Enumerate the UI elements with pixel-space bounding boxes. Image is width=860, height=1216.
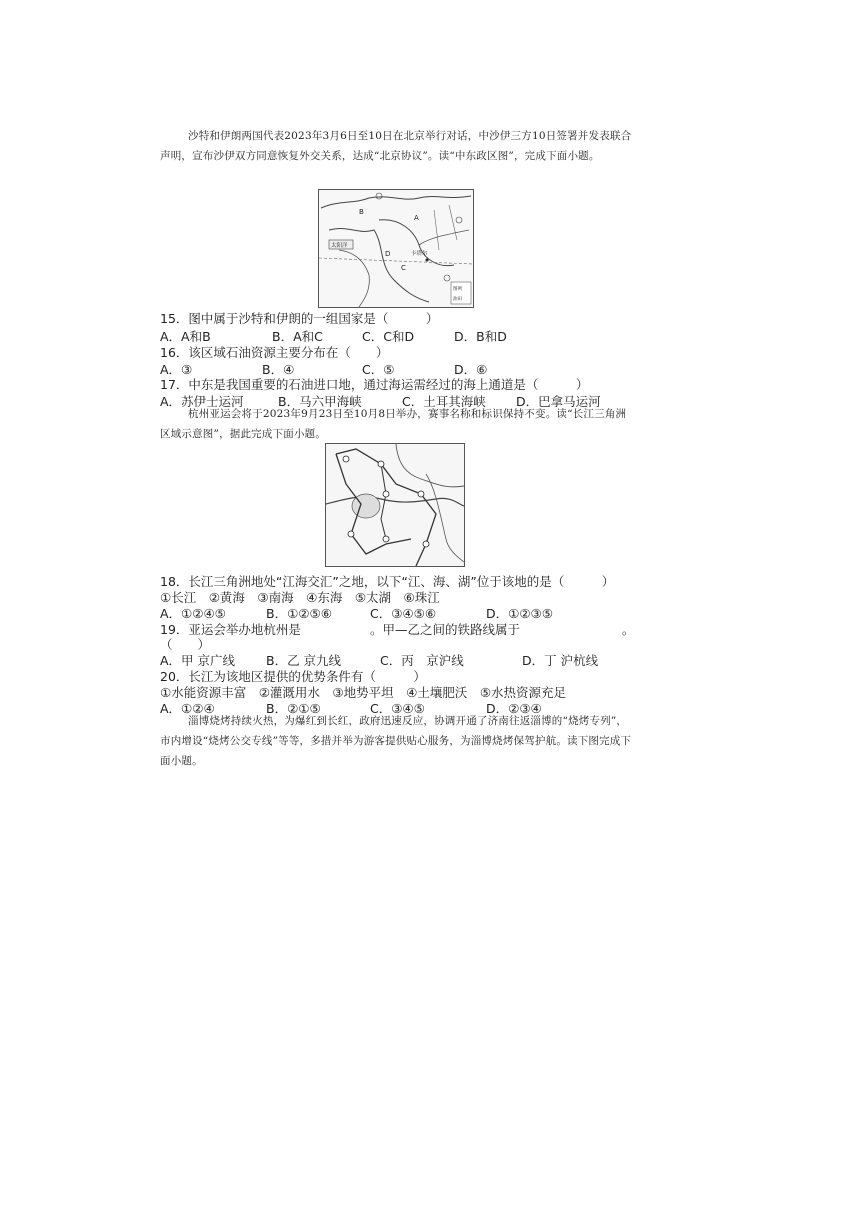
question-19-stem-part2: 。甲—乙之间的铁路线属于 <box>370 622 521 637</box>
q16-option-b: B．④ <box>262 362 295 377</box>
map1-city-label: 卡塔尔 <box>411 251 428 257</box>
q15-option-a: A．A和B <box>160 329 211 344</box>
yangtze-delta-map <box>325 443 465 567</box>
question-19-stem-part1: 19．亚运会举办地杭州是 <box>160 622 301 637</box>
q15-option-d: D．B和D <box>454 329 507 344</box>
q17-option-c: C．土耳其海峡 <box>402 394 486 409</box>
question-17-stem: 17．中东是我国重要的石油进口地，通过海运需经过的海上通道是（ ） <box>160 377 589 392</box>
q19-option-c: C．丙 京沪线 <box>380 653 464 668</box>
map1-label-c: C <box>401 264 406 272</box>
q18-items: ①长江 ②黄海 ③南海 ④东海 ⑤太湖 ⑥珠江 <box>160 590 440 605</box>
intro-paragraph-asian-games: 杭州亚运会将于2023年9月23日至10月8日举办，赛事名称和标识保持不变。读“长江三角洲区域示意图”，据此完成下面小题。 <box>160 408 627 440</box>
question-15-stem: 15．图中属于沙特和伊朗的一组国家是（ ） <box>160 311 439 326</box>
q20-option-a: A．①②④ <box>160 701 215 716</box>
q15-option-b: B．A和C <box>272 329 323 344</box>
q17-option-d: D．巴拿马运河 <box>516 394 601 409</box>
q16-option-c: C．⑤ <box>362 362 395 377</box>
map1-label-a: A <box>414 214 419 222</box>
q20-option-b: B．②①⑤ <box>266 701 321 716</box>
intro-paragraph-middle-east: 沙特和伊朗两国代表2023年3月6日至10日在北京举行对话，中沙伊三方10日签署并发表联合声明，宣布沙伊双方同意恢复外交关系，达成“北京协议”。读“中东政区图”，完成下面小题。 <box>160 130 632 162</box>
q18-option-b: B．①②⑤⑥ <box>266 606 332 621</box>
question-20-stem: 20．长江为该地区提供的优势条件有（ ） <box>160 669 426 684</box>
map1-label-d: D <box>385 250 391 258</box>
question-16-stem: 16．该区域石油资源主要分布在（ ） <box>160 345 389 360</box>
map1-label-b: B <box>359 208 364 216</box>
q16-option-a: A．③ <box>160 362 193 377</box>
q17-option-b: B．马六甲海峡 <box>278 394 362 409</box>
q18-option-c: C．③④⑤⑥ <box>370 606 437 621</box>
map1-legend-oil: 油田 <box>453 297 462 302</box>
map1-sea-label: 太阳洋 <box>331 243 348 249</box>
q19-answer-paren: （ ） <box>160 637 211 652</box>
q20-option-c: C．③④⑤ <box>370 701 425 716</box>
map1-legend-title: 图例 <box>453 287 462 292</box>
question-18-stem: 18．长江三角洲地处“江海交汇”之地，以下“江、海、湖”位于该地的是（ ） <box>160 574 615 589</box>
q17-option-a: A．苏伊士运河 <box>160 394 244 409</box>
q18-option-d: D．①②③⑤ <box>486 606 553 621</box>
q18-option-a: A．①②④⑤ <box>160 606 226 621</box>
q19-option-b: B．乙 京九线 <box>266 653 342 668</box>
question-19-stem-end: 。 <box>622 622 635 637</box>
middle-east-map <box>318 189 474 308</box>
q16-option-d: D．⑥ <box>454 362 488 377</box>
q19-option-d: D．丁 沪杭线 <box>522 653 599 668</box>
q15-option-c: C．C和D <box>362 329 415 344</box>
intro-paragraph-zibo-bbq: 淄博烧烤持续火热，为爆红到长红，政府迅速反应，协调开通了济南往返淄博的“烧烤专列”，市内增设“烧烤公交专线”等等，多措并举为游客提供贴心服务，为淄博烧烤保驾护航。读下图完成下面小题。 <box>160 715 632 767</box>
q20-option-d: D．②③④ <box>486 701 542 716</box>
q19-option-a: A．甲 京广线 <box>160 653 236 668</box>
q20-items: ①水能资源丰富 ②灌溉用水 ③地势平坦 ④土壤肥沃 ⑤水热资源充足 <box>160 685 567 700</box>
